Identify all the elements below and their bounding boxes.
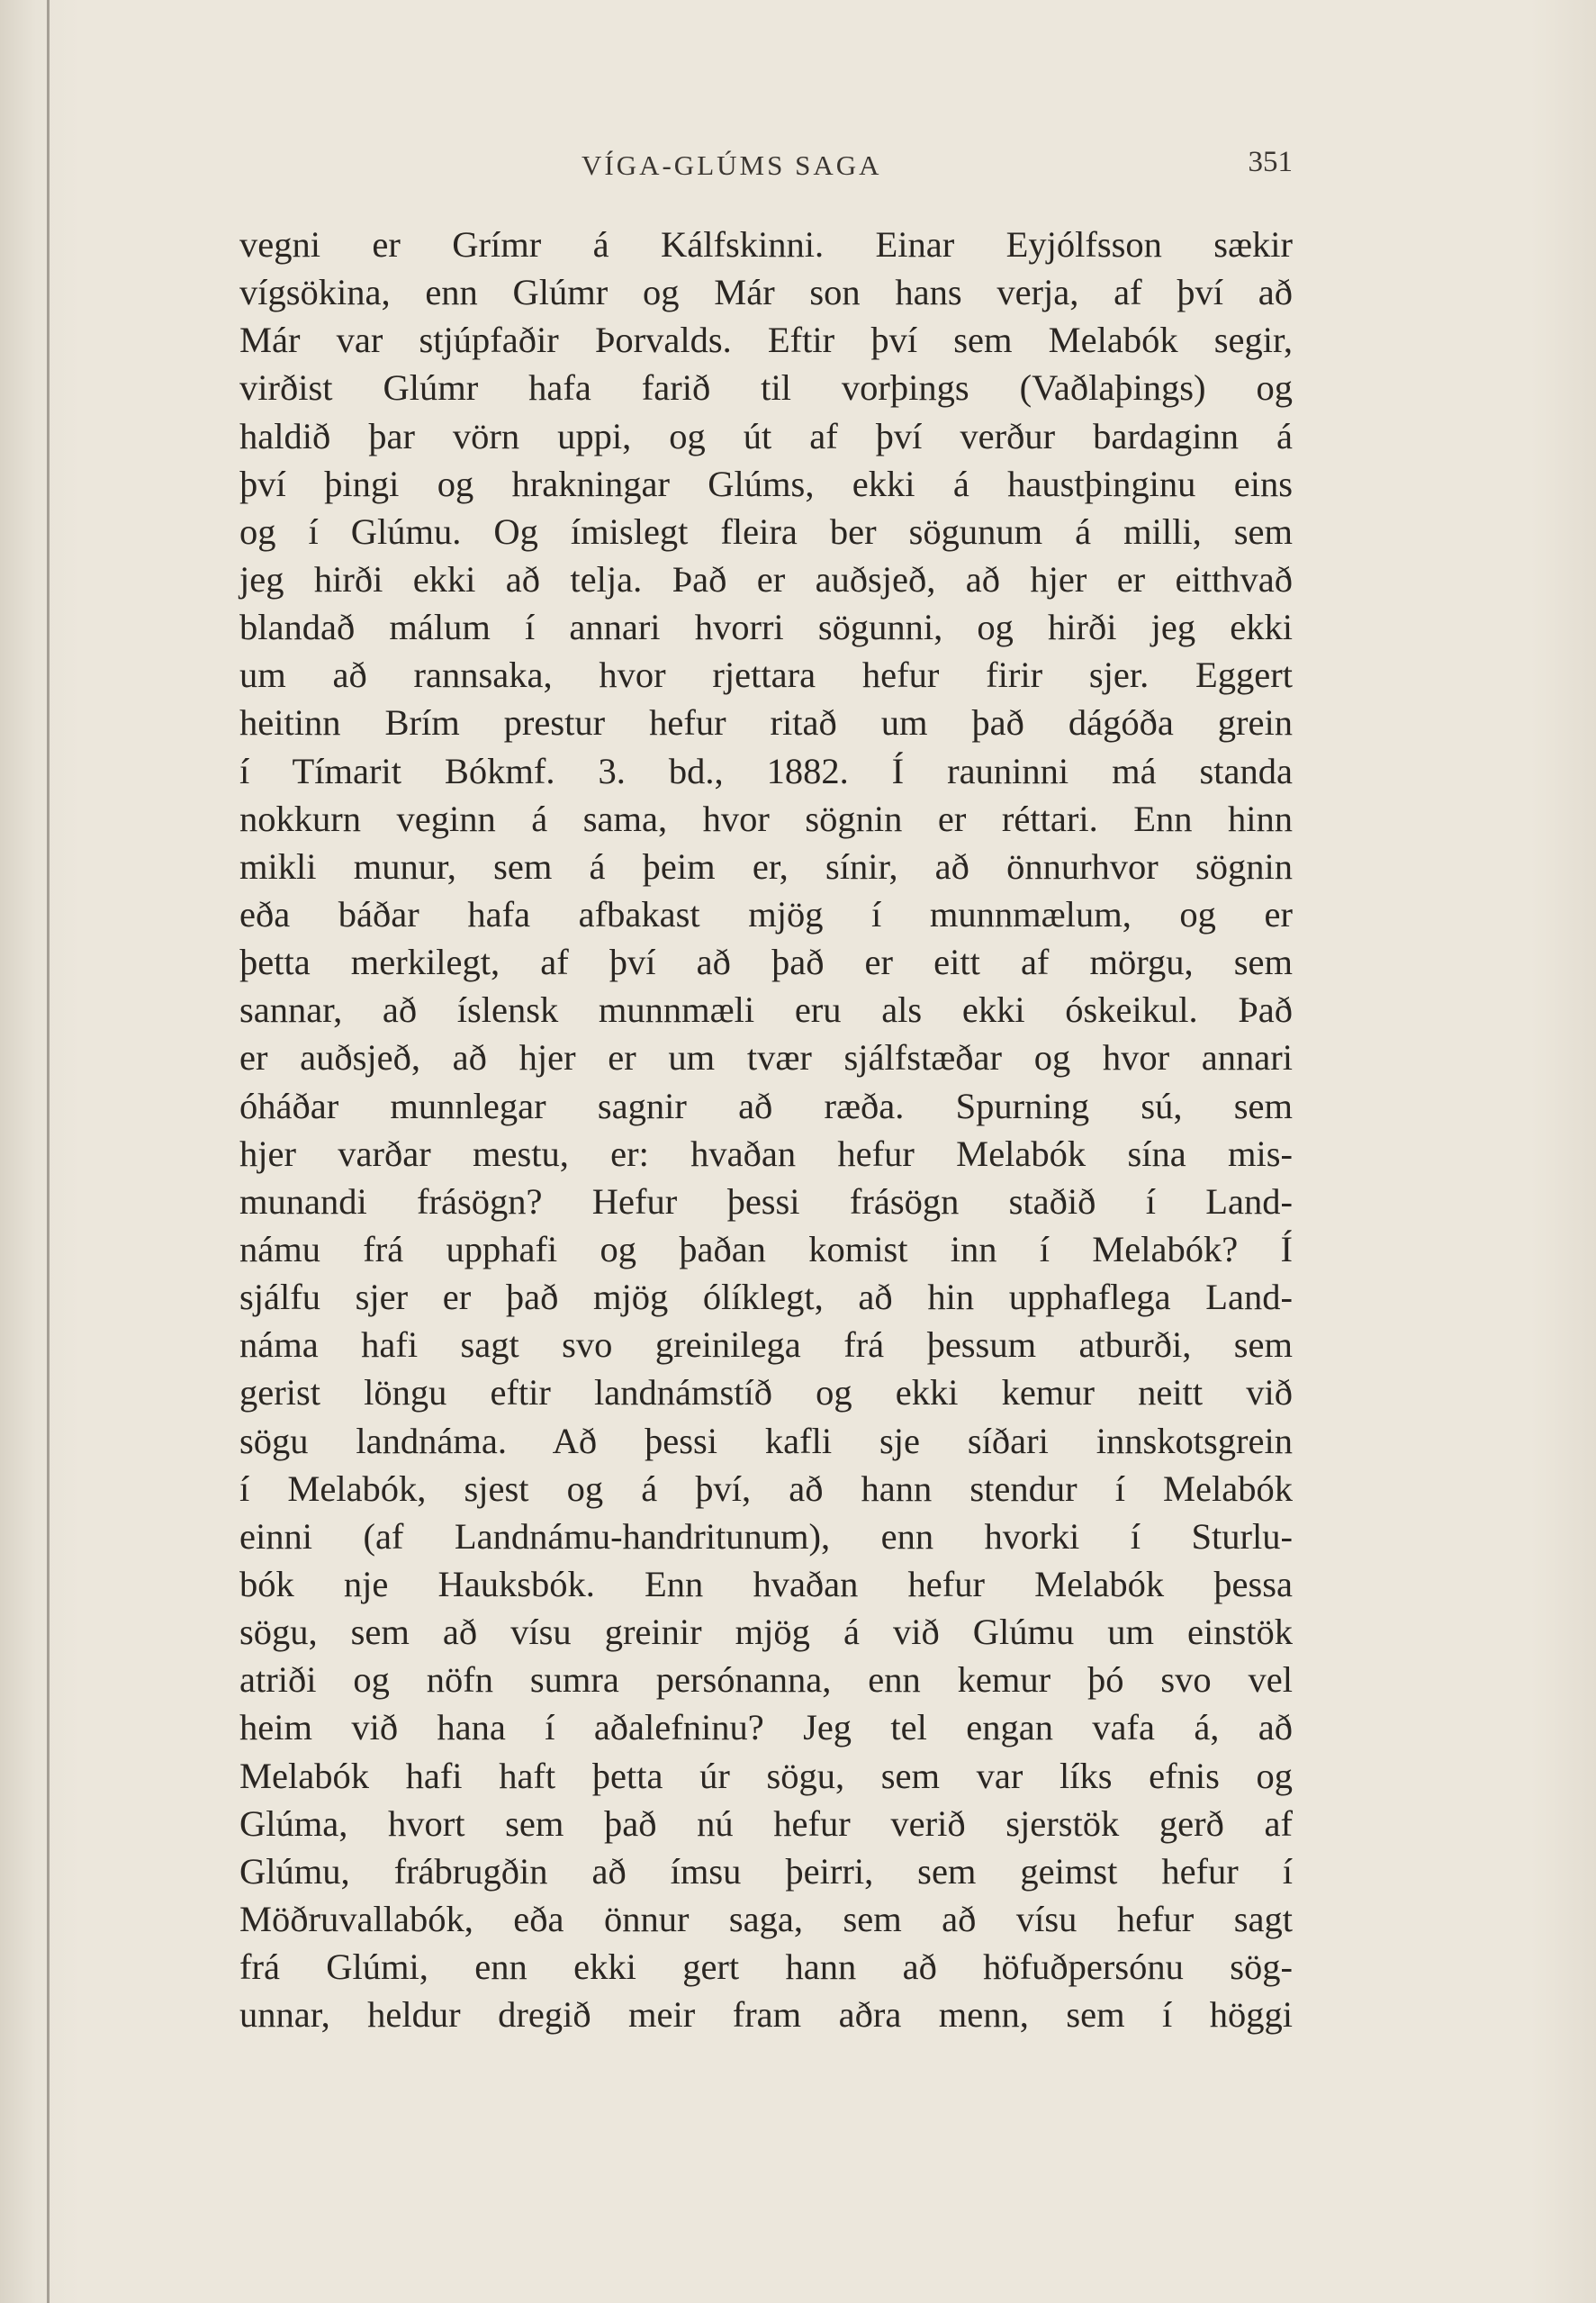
text-line: og í Glúmu. Og ímislegt fleira ber sögunum á milli, sem: [239, 510, 1293, 552]
text-line: bók nje Hauksbók. Enn hvaðan hefur Melabók þessa: [239, 1563, 1293, 1604]
text-line: Glúmu, frábrugðin að ímsu þeirri, sem geimst hefur í: [239, 1850, 1293, 1892]
text-line: náma hafi sagt svo greinilega frá þessum atburði, sem: [239, 1324, 1293, 1366]
text-line: vegni er Grímr á Kálfskinni. Einar Eyjólfsson sækir: [239, 224, 1293, 265]
text-line: virðist Glúmr hafa farið til vorþings (Vaðlaþings) og: [239, 367, 1293, 409]
text-line: unnar, heldur dregið meir fram aðra menn, sem í höggi: [239, 1994, 1293, 2036]
text-line: sögu landnáma. Að þessi kafli sje síðari innskotsgrein: [239, 1420, 1293, 1461]
page-number: 351: [1248, 146, 1293, 178]
text-line: námu frá upphafi og þaðan komist inn í Melabók? Í: [239, 1228, 1293, 1269]
text-line: einni (af Landnámu-handritunum), enn hvorki í Sturlu-: [239, 1515, 1293, 1557]
text-line: nokkurn veginn á sama, hvor sögnin er réttari. Enn hinn: [239, 798, 1293, 839]
text-line: jeg hirði ekki að telja. Það er auðsjeð, að hjer er eitthvað: [239, 558, 1293, 600]
text-line: því þingi og hrakningar Glúms, ekki á haustþinginu eins: [239, 463, 1293, 504]
text-line: hjer varðar mestu, er: hvaðan hefur Melabók sína mis-: [239, 1133, 1293, 1174]
text-line: frá Glúmi, enn ekki gert hann að höfuðpersónu sög-: [239, 1946, 1293, 1988]
running-title: VÍGA-GLÚMS SAGA: [582, 149, 882, 181]
text-line: Möðruvallabók, eða önnur saga, sem að vísu hefur sagt: [239, 1898, 1293, 1939]
text-line: eða báðar hafa afbakast mjög í munnmælum, og er: [239, 893, 1293, 935]
text-line: munandi frásögn? Hefur þessi frásögn staðið í Land-: [239, 1180, 1293, 1222]
page-header: [239, 144, 1293, 189]
text-line: Melabók hafi haft þetta úr sögu, sem var líks efnis og: [239, 1755, 1293, 1796]
text-line: Már var stjúpfaðir Þorvalds. Eftir því sem Melabók segir,: [239, 320, 1293, 361]
text-line: atriði og nöfn sumra persónanna, enn kemur þó svo vel: [239, 1659, 1293, 1701]
text-line: mikli munur, sem á þeim er, sínir, að önnurhvor sögnin: [239, 845, 1293, 887]
text-line: um að rannsaka, hvor rjettara hefur firir sjer. Eggert: [239, 655, 1293, 696]
text-line: óháðar munnlegar sagnir að ræða. Spurning sú, sem: [239, 1085, 1293, 1126]
body-text: [239, 221, 1293, 2038]
text-line: haldið þar vörn uppi, og út af því verður bardaginn á: [239, 415, 1293, 456]
text-line: þetta merkilegt, af því að það er eitt af mörgu, sem: [239, 942, 1293, 983]
text-line: sögu, sem að vísu greinir mjög á við Glúmu um einstök: [239, 1612, 1293, 1653]
binding-edge: [47, 0, 50, 2303]
text-line: Glúma, hvort sem það nú hefur verið sjerstök gerð af: [239, 1802, 1293, 1844]
text-line: heim við hana í aðalefninu? Jeg tel engan vafa á, að: [239, 1707, 1293, 1748]
text-line: í Tímarit Bókmf. 3. bd., 1882. Í rauninni má standa: [239, 750, 1293, 791]
text-line: í Melabók, sjest og á því, að hann stendur í Melabók: [239, 1468, 1293, 1509]
text-line: er auðsjeð, að hjer er um tvær sjálfstæðar og hvor annari: [239, 1037, 1293, 1079]
text-line: sjálfu sjer er það mjög ólíklegt, að hin upphaflega Land-: [239, 1277, 1293, 1318]
text-line: sannar, að íslensk munnmæli eru als ekki óskeikul. Það: [239, 989, 1293, 1031]
text-line: gerist löngu eftir landnámstíð og ekki kemur neitt við: [239, 1372, 1293, 1413]
text-line: heitinn Brím prestur hefur ritað um það dágóða grein: [239, 702, 1293, 744]
text-line: blandað málum í annari hvorri sögunni, og hirði jeg ekki: [239, 607, 1293, 648]
text-line: vígsökina, enn Glúmr og Már son hans verja, af því að: [239, 272, 1293, 313]
